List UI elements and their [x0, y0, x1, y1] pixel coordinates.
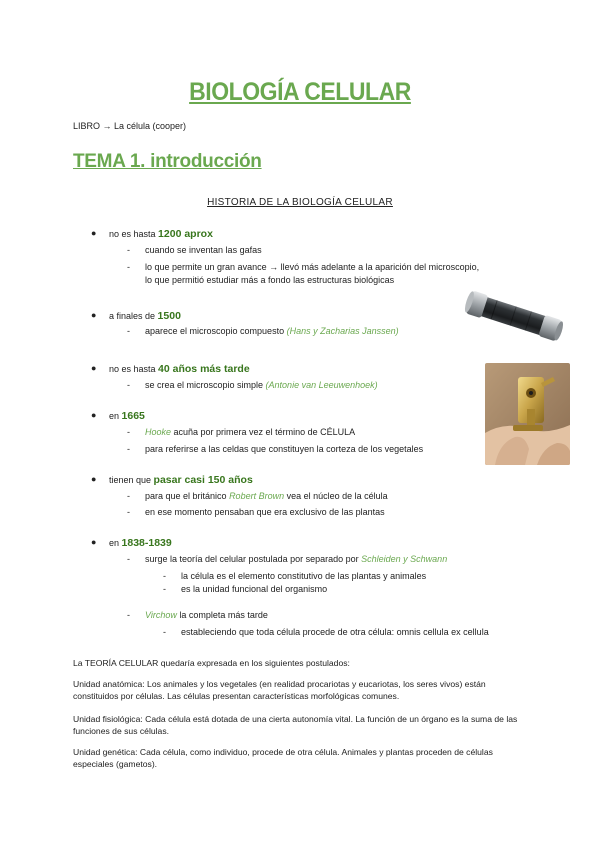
bullet-highlight: 40 años más tarde — [158, 363, 250, 375]
dash-icon: - — [127, 554, 130, 564]
dash-icon: - — [127, 262, 130, 272]
sub-text: aparece el microscopio compuesto — [145, 326, 287, 336]
sub-sub-item — [163, 627, 489, 637]
bullet-1838 — [91, 537, 172, 549]
sub-sub-item — [163, 571, 427, 581]
sub-item — [127, 554, 448, 564]
sub-item — [127, 444, 424, 454]
dash-icon: - — [163, 584, 166, 594]
bullet-text: en — [109, 411, 122, 421]
bullet-1500 — [91, 310, 181, 322]
bullet-text: tienen que — [109, 475, 154, 485]
dash-icon: - — [127, 427, 130, 437]
sub-item — [127, 427, 356, 437]
section-heading: TEMA 1. introducción — [73, 151, 262, 172]
author-reference: Hooke — [145, 427, 172, 437]
dash-icon: - — [127, 491, 130, 501]
sub-text: surge la teoría del celular postulada por separado por — [145, 554, 362, 564]
author-reference: Virchow — [145, 610, 177, 620]
paragraph-intro: La TEORÍA CELULAR quedaría expresada en los siguientes postulados: — [73, 658, 350, 668]
dash-icon: - — [127, 245, 130, 255]
sub-text: acuña por primera vez el término de CÉLULA — [171, 427, 356, 437]
bullet-150-anos — [91, 474, 253, 486]
sub-text: la célula es el elemento constitutivo de las plantas y animales — [181, 571, 427, 581]
bullet-icon: ● — [91, 310, 97, 320]
bullet-highlight: pasar casi 150 años — [153, 474, 253, 486]
bullet-1665 — [91, 410, 145, 422]
sub-item — [127, 245, 262, 255]
sub-item — [127, 507, 385, 517]
sub-item — [127, 610, 268, 620]
bullet-text: a finales de — [109, 311, 158, 321]
sub-text: para referirse a las celdas que constituyen la corteza de los vegetales — [145, 444, 424, 454]
dash-icon: - — [127, 610, 130, 620]
dash-icon: - — [127, 444, 130, 454]
bullet-highlight: 1665 — [121, 410, 145, 422]
sub-sub-item — [163, 584, 328, 594]
paragraph-anatomica: Unidad anatómica: Los animales y los vegetales (en realidad procariotas y eucariotas, los seres vivos) están constituidos por células. Las células presentan características morfológicas comunes. — [73, 679, 486, 701]
sub-item — [127, 491, 388, 501]
bullet-text: en — [109, 538, 122, 548]
paragraph-fisiologica: Unidad fisiológica: Cada célula está dotada de una cierta autonomía vital. La función de un órgano es la suma de las funciones de sus células. — [73, 714, 518, 736]
sub-text: vea el núcleo de la célula — [284, 491, 388, 501]
bullet-text: no es hasta — [109, 364, 159, 374]
dash-icon: - — [163, 627, 166, 637]
sub-text-continuation: lo que permitió estudiar más a fondo las estructuras biológicas — [145, 275, 395, 285]
author-reference: Schleiden y Schwann — [361, 554, 448, 564]
author-reference: Robert Brown — [229, 491, 285, 501]
sub-item — [127, 262, 480, 272]
sub-text: lo que permite un gran avance → llevó más adelante a la aparición del microscopio, — [145, 262, 480, 272]
sub-text: es la unidad funcional del organismo — [181, 584, 328, 594]
sub-text: cuando se inventan las gafas — [145, 245, 262, 255]
sub-item — [127, 326, 399, 336]
author-reference: (Antonie van Leeuwenhoek) — [265, 380, 378, 390]
sub-text: se crea el microscopio simple — [145, 380, 266, 390]
sub-item — [127, 380, 378, 390]
simple-microscope-image — [485, 363, 570, 465]
bullet-icon: ● — [91, 410, 97, 420]
bullet-icon: ● — [91, 228, 97, 238]
dash-icon: - — [127, 507, 130, 517]
subsection-heading: HISTORIA DE LA BIOLOGÍA CELULAR — [207, 197, 393, 208]
bullet-icon: ● — [91, 363, 97, 373]
book-reference: LIBRO → La célula (cooper) — [73, 121, 187, 131]
bullet-1200 — [91, 228, 213, 240]
compound-microscope-image — [463, 291, 569, 343]
sub-text: estableciendo que toda célula procede de otra célula: omnis cellula ex cellula — [181, 627, 489, 637]
dash-icon: - — [163, 571, 166, 581]
page-title: BIOLOGÍA CELULAR — [189, 78, 411, 106]
dash-icon: - — [127, 326, 130, 336]
bullet-highlight: 1200 aprox — [158, 228, 213, 240]
bullet-highlight: 1500 — [157, 310, 181, 322]
paragraph-genetica: Unidad genética: Cada célula, como individuo, procede de otra célula. Animales y plantas proceden de células especiales (gametos). — [73, 747, 493, 769]
bullet-text: no es hasta — [109, 229, 159, 239]
bullet-highlight: 1838-1839 — [121, 537, 172, 549]
bullet-40-anos — [91, 363, 250, 375]
sub-text: para que el británico — [145, 491, 230, 501]
bullet-icon: ● — [91, 474, 97, 484]
dash-icon: - — [127, 380, 130, 390]
sub-text: en ese momento pensaban que era exclusivo de las plantas — [145, 507, 385, 517]
bullet-icon: ● — [91, 537, 97, 547]
sub-text: la completa más tarde — [176, 610, 268, 620]
author-reference: (Hans y Zacharias Janssen) — [286, 326, 399, 336]
